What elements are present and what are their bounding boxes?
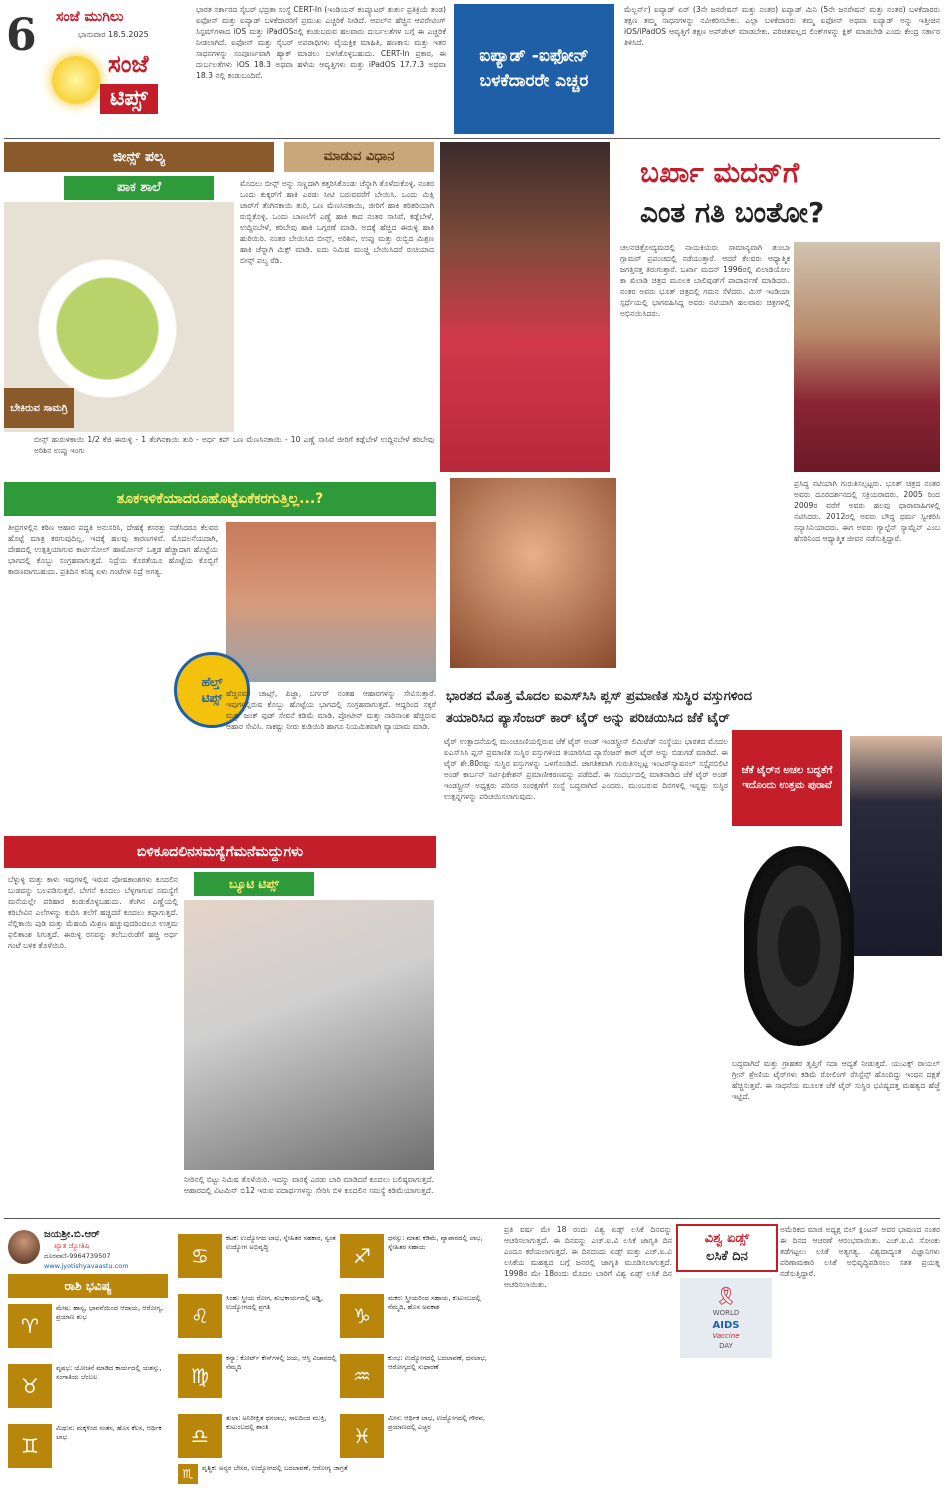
zodiac-mesha: [8, 1304, 168, 1348]
gemini-icon: ♊: [8, 1424, 52, 1468]
cancer-icon: ♋: [178, 1234, 222, 1278]
aries-icon: ♈: [8, 1304, 52, 1348]
ipad-article-title: ಐಪ್ಯಾಡ್ -ಐಫೋನ್ ಬಳಕೆದಾರರೇ ಎಚ್ಚರ: [454, 4, 614, 134]
aids-logo-world: WORLD: [712, 1309, 740, 1318]
zodiac-vrishchika: [178, 1464, 500, 1484]
zodiac-text: ಮೀನ: ಆರ್ಥಿಕ ಲಾಭ, ಉದ್ಯೋಗದಲ್ಲಿ ಗೌರವ, ಪ್ರಯಾಣದಲ್ಲಿ ಎಚ್ಚರ: [388, 1414, 485, 1431]
divider: [4, 1218, 940, 1219]
health-section: [4, 482, 436, 832]
capricorn-icon: ♑: [340, 1294, 384, 1338]
recipe-title: ಜೀನ್ಸ್ ಪಲ್ಯ: [4, 142, 274, 172]
masthead: [0, 0, 192, 130]
aids-section: [504, 1224, 942, 1488]
lightbulb-icon: [52, 56, 100, 104]
pisces-icon: ♓: [340, 1414, 384, 1458]
section-title-line2: ಟಿಪ್ಸ್: [100, 84, 158, 114]
ipad-article: [196, 4, 942, 136]
aids-logo-day: DAY: [719, 1341, 733, 1350]
astrology-heading: ರಾಶಿ ಭವಿಷ್ಯ: [8, 1274, 168, 1298]
executive-photo: [850, 736, 942, 956]
zodiac-text: ಮಿಥುನ: ಮಕ್ಕಳಿಂದ ಸಂತಸ, ಹೊಸ ಕೆಲಸ, ಆರ್ಥಿಕ ಲಾಭ: [56, 1424, 162, 1441]
health-col1: ತೀವ್ರಗಳಲ್ಲಿನ ಕಠಿಣ ಆಹಾರ ಪದ್ಧತಿ ಅನುಸರಿಸಿ, ದೇಹಕ್ಕೆ ಕಸರತ್ತು ನಡೆಸಿದರೂ ಕೆಲವರ ಹೊಟ್ಟೆ ಮಾತ್ರ ಕರಗುವುದಿಲ್ಲ. ಇದಕ್ಕೆ ಹಲವು ಕಾರಣಗಳಿವೆ. ಮೊದಲನೆಯದಾಗಿ, ದೇಹದಲ್ಲಿ ಉತ್ಪತ್ತಿಯಾಗುವ ಕಾರ್ಟಿಸೋಲ್ ಹಾರ್ಮೋನ್ ಒತ್ತಡ ಹೆಚ್ಚಾದಾಗ ಹೊಟ್ಟೆಯ ಭಾಗದಲ್ಲಿ ಕೊಬ್ಬು ಸಂಗ್ರಹವಾಗುತ್ತದೆ. ನಿದ್ರೆಯ ಕೊರತೆಯೂ ಹೊಟ್ಟೆಯ ಕೊಬ್ಬಿಗೆ ಕಾರಣವಾಗಬಹುದು. ಪ್ರತಿದಿನ ಕನಿಷ್ಠ ಏಳು ಗಂಟೆಗಳ ನಿದ್ರೆ ಅಗತ್ಯ.: [8, 523, 218, 576]
zodiac-text: ತುಲಾ: ಅನಿರೀಕ್ಷಿತ ಧನಲಾಭ, ಸಾಲದಿಂದ ಮುಕ್ತಿ, ಕುಟುಂಬದಲ್ಲಿ ಶಾಂತಿ: [226, 1414, 327, 1431]
aids-title-line2: ಲಸಿಕೆ ದಿನ: [706, 1249, 748, 1264]
beauty-title: ಬಿಳಿಕೂದಲಿನಸಮಸ್ಯೆಗೆಮನೆಮದ್ದುಗಳು: [4, 836, 436, 868]
zodiac-text: ಮಕರ: ಸ್ತ್ರೀಯರಿಂದ ಸಹಾಯ, ಕುಟುಂಬದಲ್ಲಿ ನೆಮ್ಮದಿ, ಹೊಸ ಅವಕಾಶ: [388, 1294, 481, 1311]
beauty-section: [4, 836, 436, 1214]
ribbon-icon: 🎗: [714, 1285, 738, 1307]
aids-col1: ಪ್ರತಿ ವರ್ಷ ಮೇ 18 ರಂದು ವಿಶ್ವ ಏಡ್ಸ್ ಲಸಿಕೆ ದಿನವನ್ನು ಆಚರಿಸಲಾಗುತ್ತದೆ. ಈ ದಿನವನ್ನು ಎಚ್.ಐ.ವಿ ಲಸಿಕೆ ಜಾಗೃತಿ ದಿನ ಎಂದೂ ಕರೆಯಲಾಗುತ್ತದೆ. ಈ ದಿನದಂದು ಏಡ್ಸ್ ಮತ್ತು ಎಚ್.ಐ.ವಿ ಲಸಿಕೆಯ ಮಹತ್ವದ ಬಗ್ಗೆ ಜನರಲ್ಲಿ ಜಾಗೃತಿ ಮೂಡಿಸಲಾಗುತ್ತದೆ. 1998ರ ಮೇ 18ರಂದು ಮೊದಲ ಬಾರಿಗೆ ವಿಶ್ವ ಏಡ್ಸ್ ಲಸಿಕೆ ದಿನ ಆಚರಿಸಲಾಯಿತು.: [504, 1225, 672, 1289]
zodiac-tula: [178, 1414, 338, 1458]
beauty-col2: ನೀರಿನಲ್ಲಿ ಬಿಟ್ಟು ನಿಮಿಷ ತೊಳೆಯಿರಿ. ಇದನ್ನು ವಾರಕ್ಕೆ ಎರಡು ಬಾರಿ ಮಾಡಿದರೆ ಕೂದಲು ಬಲಿಷ್ಠವಾಗುತ್ತದೆ. ಆಹಾರದಲ್ಲಿ ವಿಟಮಿನ್ ಬಿ12 ಇರುವ ಪದಾರ್ಥಗಳನ್ನು ಸೇರಿಸಿ ಬಿಳಿ ಕೂದಲಿನ ಸಮಸ್ಯೆ ಕಡಿಮೆಯಾಗುತ್ತದೆ.: [184, 1175, 434, 1195]
zodiac-kanya: [178, 1354, 338, 1398]
tyre-col1: ಟೈರ್ ಉತ್ಪಾದನೆಯಲ್ಲಿ ಮುಂಚೂಣಿಯಲ್ಲಿರುವ ಜೆಕೆ ಟೈರ್ ಅಂಡ್ ಇಂಡಸ್ಟ್ರೀಸ್ ಲಿಮಿಟೆಡ್ ಸಂಸ್ಥೆಯು ಭಾರತದ ಮೊದಲ ಐಎಸ್‌ಸಿಸಿ ಪ್ಲಸ್ ಪ್ರಮಾಣಿತ ಸುಸ್ಥಿರ ವಸ್ತುಗಳಿಂದ ತಯಾರಿಸಿದ ಪ್ಯಾಸೆಂಜರ್ ಕಾರ್ ಟೈರ್ ಅನ್ನು ಬಿಡುಗಡೆ ಮಾಡಿದೆ. ಈ ಟೈರ್ ಶೇ.80ರಷ್ಟು ಸುಸ್ಥಿರ ವಸ್ತುಗಳನ್ನು ಒಳಗೊಂಡಿದೆ. ಜಾಗತಿಕವಾಗಿ ಗುರುತಿಸಲ್ಪಟ್ಟ ಇಂಟರ್‌ನ್ಯಾಷನಲ್ ಸಸ್ಟೈನಬಿಲಿಟಿ ಅಂಡ್ ಕಾರ್ಬನ್ ಸರ್ಟಿಫಿಕೇಶನ್ ಪ್ರಮಾಣೀಕರಣವನ್ನು ಪಡೆದಿದೆ. ಈ ಸಂದರ್ಭದಲ್ಲಿ ಮಾತನಾಡಿದ ಜೆಕೆ ಟೈರ್ ಅಂಡ್ ಇಂಡಸ್ಟ್ರೀಸ್ ಅಧ್ಯಕ್ಷರು ಪರಿಸರ ಸಂರಕ್ಷಣೆಗೆ ಸಂಸ್ಥೆ ಬದ್ಧವಾಗಿದೆ ಎಂದರು. ಮುಂಬರುವ ದಿನಗಳಲ್ಲಿ ಇನ್ನಷ್ಟು ಸುಸ್ಥಿರ ಉತ್ಪನ್ನಗಳನ್ನು ಪರಿಚಯಿಸಲಾಗುವುದು.: [444, 737, 728, 801]
leo-icon: ♌: [178, 1294, 222, 1338]
aids-title-box: [676, 1224, 778, 1272]
section-title-line1: ಸಂಜೆ: [108, 50, 149, 78]
barkha-title-line1: ಬರ್ಖಾ ಮದನ್‌ಗೆ: [640, 156, 800, 189]
aids-col2: ಅಮೆರಿಕದ ಮಾಜಿ ಅಧ್ಯಕ್ಷ ಬಿಲ್ ಕ್ಲಿಂಟನ್ ಅವರ ಭಾಷಣದ ನಂತರ ಈ ದಿನದ ಆಚರಣೆ ಆರಂಭವಾಯಿತು. ಎಚ್.ಐ.ವಿ ಸೋಂಕು ತಡೆಗಟ್ಟಲು ಲಸಿಕೆ ಅತ್ಯಗತ್ಯ. ವಿಶ್ವದಾದ್ಯಂತ ವಿಜ್ಞಾನಿಗಳು ಪರಿಣಾಮಕಾರಿ ಲಸಿಕೆ ಅಭಿವೃದ್ಧಿಪಡಿಸಲು ಸತತ ಪ್ರಯತ್ನ ನಡೆಸುತ್ತಿದ್ದಾರೆ.: [780, 1225, 940, 1278]
beauty-col1: ಬೆಳ್ಳುಳ್ಳಿ ಮತ್ತು ಕಾಳು ಇವುಗಳಲ್ಲಿ ಇರುವ ಪೋಷಕಾಂಶಗಳು ಕೂದಲಿನ ಬುಡವನ್ನು ಬಲಪಡಿಸುತ್ತವೆ. ಬೇಗನೆ ಕೂದಲು ಬೆಳ್ಳಗಾಗುವ ಸಮಸ್ಯೆಗೆ ಮನೆಯಲ್ಲೇ ಪರಿಹಾರ ಕಂಡುಕೊಳ್ಳಬಹುದು. ತೆಂಗಿನ ಎಣ್ಣೆಯಲ್ಲಿ ಕರಿಬೇವಿನ ಎಲೆಗಳನ್ನು ಕುದಿಸಿ ತಲೆಗೆ ಹಚ್ಚಿದರೆ ಕೂದಲು ಕಪ್ಪಾಗುತ್ತದೆ. ನೆಲ್ಲಿಕಾಯಿ ಪುಡಿ ಮತ್ತು ಮೆಹಂದಿ ಮಿಶ್ರಣ ಹಚ್ಚುವುದರಿಂದಲೂ ಉತ್ತಮ ಫಲಿತಾಂಶ ಸಿಗುತ್ತದೆ. ಈರುಳ್ಳಿ ರಸವನ್ನು ತಲೆಬುರುಡೆಗೆ ಹಚ್ಚಿ ಅರ್ಧ ಗಂಟೆ ಬಳಿಕ ತೊಳೆಯಿರಿ.: [8, 875, 178, 950]
tyre-quote: ಜೆಕೆ ಟೈರ್‌ನ ಅಚಲ ಬದ್ಧತೆಗೆ ಇದೊಂದು ಉತ್ತಮ ಪುರಾವೆ: [732, 730, 842, 826]
brand-name: ಸಂಜೆ ಮುಗಿಲು: [56, 9, 124, 25]
health-badge-line2: ಟಿಪ್ಸ್: [201, 691, 223, 705]
monk-photo: [794, 242, 940, 472]
zodiac-makara: [340, 1294, 500, 1338]
kitchen-heading: ಪಾಕ ಶಾಲೆ: [64, 176, 214, 200]
method-heading: ಮಾಡುವ ವಿಧಾನ: [284, 142, 434, 172]
zodiac-text: ವೃಷಭ: ಯೋಚನೆ ಮಾಡಿದ ಕಾರ್ಯದಲ್ಲಿ ಯಶಸ್ಸು, ಸಂಗಾತಿಯ ಬೆಂಬಲ: [56, 1364, 162, 1381]
zodiac-text: ಸಿಂಹ: ಸ್ತ್ರೀಯ ರೋಗ, ಶುಭಕಾರ್ಯದಲ್ಲಿ ಅಡ್ಡಿ, ಉದ್ಯೋಗದಲ್ಲಿ ಪ್ರಗತಿ: [226, 1294, 323, 1311]
woman-worried-photo: [226, 522, 436, 682]
barkha-title-line2: ಎಂತ ಗತಿ ಬಂತೋ?: [640, 196, 825, 229]
health-col2: ಹೆಚ್ಚಿನವರ ಚಾಟ್ಸ್, ಪಿಜ್ಜಾ, ಬರ್ಗರ್ ನಂತಹ ಆಹಾರಗಳನ್ನು ಸೇವಿಸುತ್ತಾರೆ. ಇವುಗಳಲ್ಲಿರುವ ಕೊಬ್ಬು ಹೊಟ್ಟೆಯ ಭಾಗದಲ್ಲಿ ಸಂಗ್ರಹವಾಗುತ್ತದೆ. ಆದ್ದರಿಂದ ಸಕ್ಕರೆ ಮತ್ತು ಜಂಕ್ ಫುಡ್ ಸೇವನೆ ಕಡಿಮೆ ಮಾಡಿ. ಪ್ರೋಟೀನ್ ಮತ್ತು ನಾರಿನಾಂಶ ಹೆಚ್ಚಿರುವ ಆಹಾರ ಸೇವಿಸಿ. ಸಾಕಷ್ಟು ನೀರು ಕುಡಿಯಿರಿ ಹಾಗೂ ನಿಯಮಿತವಾಗಿ ವ್ಯಾಯಾಮ ಮಾಡಿ.: [226, 689, 436, 731]
zodiac-vrishabha: [8, 1364, 168, 1408]
zodiac-dhanassu: [340, 1234, 500, 1278]
zodiac-text: ಕನ್ಯಾ: ಕೋರ್ಟ್ ಕೇಸ್‌ಗಳಲ್ಲಿ ಜಯ, ಆಸ್ತಿ ವಿಚಾರದಲ್ಲಿ ನೆಮ್ಮದಿ: [226, 1354, 337, 1371]
ipad-article-col1: ಭಾರತ ಸರ್ಕಾರದ ಸೈಬರ್ ಭದ್ರತಾ ಸಂಸ್ಥೆ CERT-In (ಇಂಡಿಯನ್ ಕಂಪ್ಯೂಟರ್ ತುರ್ತು ಪ್ರತಿಕ್ರಿಯೆ ತಂಡ) ಐಫೋನ್ ಮತ್ತು ಐಪ್ಯಾಡ್ ಬಳಕೆದಾರರಿಗೆ ಪ್ರಮುಖ ಎಚ್ಚರಿಕೆ ನೀಡಿದೆ. ಆಪಲ್‌ನ ಹೆಚ್ಚಿನ ಆಪರೇಟಿಂಗ್ ಸಿಸ್ಟಮ್‌ಗಳಾದ iOS ಮತ್ತು iPadOSನಲ್ಲಿ ಕಂಡುಬರುವ ಹಲವಾರು ದುರ್ಬಲತೆಗಳ ಬಗ್ಗೆ ಈ ಎಚ್ಚರಿಕೆ ನೀಡಲಾಗಿದೆ. ಐಫೋನ್ ಮತ್ತು ಸೈಬರ್ ಅಪರಾಧಿಗಳು ವೈಯಕ್ತಿಕ ಮಾಹಿತಿ, ಹಣಕಾಸು ಮತ್ತು ಇತರ ಸಾಧನಗಳನ್ನು ಸಂಪೂರ್ಣವಾಗಿ ಹ್ಯಾಕ್ ಮಾಡಲು ಬಳಸಿಕೊಳ್ಳಬಹುದು. CERT-In ಪ್ರಕಾರ, ಈ ದುರ್ಬಲತೆಗಳು iOS 18.3 ಅಥವಾ ಹಳೆಯ ಆವೃತ್ತಿಗಳು ಮತ್ತು iPadOS 17.7.3 ಅಥವಾ 18.3 ನಲ್ಲಿ ಕಂಡುಬಂದಿವೆ.: [196, 5, 446, 80]
astrologer-website: www.jyotishyavaastu.com: [44, 1262, 129, 1270]
zodiac-text: ಧನಸ್ಸು: ಮಾತು ಕಡಿಮೆ, ವ್ಯಾಪಾರದಲ್ಲಿ ಲಾಭ, ಸ್ನೇಹಿತರ ಸಹಾಯ: [388, 1234, 483, 1251]
beauty-tips-badge: ಬ್ಯೂಟಿ ಟಿಪ್ಸ್: [194, 872, 314, 896]
astrology-section: [4, 1224, 500, 1488]
tyre-product-image: [744, 846, 854, 1046]
sagittarius-icon: ♐: [340, 1234, 384, 1278]
tyre-section: [440, 686, 942, 1210]
zodiac-text: ವೃಶ್ಚಿಕ: ಅನ್ಯರ ಬೇಸರ, ಉದ್ಯೋಗದಲ್ಲಿ ಬದಲಾವಣೆ, ಆರೋಗ್ಯ ಜಾಗ್ರತೆ: [202, 1464, 348, 1472]
ipad-article-col2: ಮೆಲ್ಬರ್ನ್) ಐಪ್ಯಾಡ್ ಏರ್ (3ನೇ ಜನರೇಷನ್ ಮತ್ತು ನಂತರ) ಐಪ್ಯಾಡ್ ಮಿನಿ (5ನೇ ಜನರೇಷನ್ ಮತ್ತು ನಂತರ) ಬಳಕೆದಾರರು ತಕ್ಷಣ ತಮ್ಮ ಸಾಧನಗಳನ್ನು ನವೀಕರಿಸಬೇಕು. ಎಲ್ಲಾ ಬಳಕೆದಾರರು ತಮ್ಮ ಐಫೋನ್ ಅಥವಾ ಐಪ್ಯಾಡ್ ಅನ್ನು ಇತ್ತೀಚಿನ iOS/iPadOS ಆವೃತ್ತಿಗೆ ತಕ್ಷಣ ಅಪ್‌ಡೇಟ್ ಮಾಡಬೇಕು. ಪರಿಚಿತವಲ್ಲದ ಲಿಂಕ್‌ಗಳನ್ನು ಕ್ಲಿಕ್ ಮಾಡಬೇಡಿ ಎಂದು ಕೇಂದ್ರ ಸರ್ಕಾರ ತಿಳಿಸಿದೆ.: [624, 5, 940, 47]
zodiac-mithuna: [8, 1424, 168, 1468]
page-number: 6: [6, 10, 37, 61]
zodiac-kumbha: [340, 1354, 500, 1398]
zodiac-text: ಕುಂಭ: ಉದ್ಯೋಗದಲ್ಲಿ ಬದಲಾವಣೆ, ಧನಲಾಭ, ಆರೋಗ್ಯದಲ್ಲಿ ಸುಧಾರಣೆ: [388, 1354, 488, 1371]
recipe-section: [4, 142, 436, 480]
zodiac-simha: [178, 1294, 338, 1338]
astrologer-avatar: [8, 1230, 40, 1264]
zodiac-kataka: [178, 1234, 338, 1278]
scorpio-icon: ♏: [178, 1464, 198, 1484]
zodiac-meena: [340, 1414, 500, 1458]
recipe-method: ಮೊದಲು ಬೀನ್ಸ್ ಅನ್ನು ಸಣ್ಣದಾಗಿ ಕತ್ತರಿಸಿಕೊಂಡು ಚೆನ್ನಾಗಿ ತೊಳೆದುಕೊಳ್ಳಿ. ನಂತರ ಒಂದು ಕುಕ್ಕರ್‌ಗೆ ಹಾಕಿ ಎರಡು ಸೀಟಿ ಬರುವವರೆಗೆ ಬೇಯಿಸಿ. ಒಂದು ಮಿಕ್ಸಿ ಜಾರ್‌ಗೆ ತೆಂಗಿನಕಾಯಿ ತುರಿ, ಒಣ ಮೆಣಸಿನಕಾಯಿ, ಜೀರಿಗೆ ಹಾಕಿ ತರಿತರಿಯಾಗಿ ರುಬ್ಬಿಕೊಳ್ಳಿ. ಒಂದು ಬಾಣಲೆಗೆ ಎಣ್ಣೆ ಹಾಕಿ ಕಾದ ನಂತರ ಸಾಸಿವೆ, ಕಡ್ಲೆಬೇಳೆ, ಉದ್ದಿನಬೇಳೆ, ಕರಿಬೇವು ಹಾಕಿ ಒಗ್ಗರಣೆ ಮಾಡಿ. ಅದಕ್ಕೆ ಹೆಚ್ಚಿದ ಈರುಳ್ಳಿ ಹಾಕಿ ಹುರಿಯಿರಿ. ನಂತರ ಬೇಯಿಸಿದ ಬೀನ್ಸ್, ಅರಿಶಿನ, ಉಪ್ಪು ಮತ್ತು ರುಬ್ಬಿದ ಮಿಶ್ರಣ ಹಾಕಿ ಚೆನ್ನಾಗಿ ಮಿಕ್ಸ್ ಮಾಡಿ. ಐದು ನಿಮಿಷ ಮುಚ್ಚಿ ಬೇಯಿಸಿದರೆ ರುಚಿಯಾದ ಬೀನ್ಸ್ ಪಲ್ಯ ರೆಡಿ.: [240, 179, 434, 265]
aquarius-icon: ♒: [340, 1354, 384, 1398]
virgo-icon: ♍: [178, 1354, 222, 1398]
health-badge-line1: ಹೆಲ್ತ್: [201, 674, 223, 689]
aids-logo-vaccine: Vaccine: [712, 1332, 740, 1341]
astrologer-name: ಜಯಶ್ರೀ.ಬಿ.ಆರ್: [44, 1229, 100, 1240]
barkha-col2: ಪ್ರಸಿದ್ಧ ನಟಿಯಾಗಿ ಗುರುತಿಸಲ್ಪಟ್ಟರು. ಭೂತ್ ಚಿತ್ರದ ನಂತರ ಅವರು ದೂರದರ್ಶನದಲ್ಲಿ ಸಕ್ರಿಯರಾದರು. 2005 ರಿಂದ 2009ರ ವರೆಗೆ ಅವರು ಹಲವು ಧಾರಾವಾಹಿಗಳಲ್ಲಿ ನಟಿಸಿದರು. 2012ರಲ್ಲಿ ಅವರು ಬೌದ್ಧ ಧರ್ಮ ಸ್ವೀಕರಿಸಿ ಸನ್ಯಾಸಿನಿಯಾದರು. ಈಗ ಅವರು ಗ್ಯಾಲ್ಟೆನ್ ಸ್ಯಾಮ್ಟೆನ್ ಎಂಬ ಹೆಸರಿನಿಂದ ಆಧ್ಯಾತ್ಮಿಕ ಜೀವನ ನಡೆಸುತ್ತಿದ್ದಾರೆ.: [794, 479, 940, 543]
libra-icon: ♎: [178, 1414, 222, 1458]
astrologer-phone: ದೂರವಾಣಿ-9964739507: [44, 1252, 111, 1260]
zodiac-text: ಮೇಷ: ಹಾಸ್ಯ, ಭಾವನೆಯಿಂದ ಆದಾಯ, ಆರೋಗ್ಯ, ಪ್ರಯಾಣ ಶುಭ: [56, 1304, 164, 1321]
actress-photo-red-dress: [440, 142, 610, 472]
ingredients-heading: ಬೇಕಿರುವ ಸಾಮಗ್ರಿ: [4, 388, 74, 428]
tyre-headline-line1: ಭಾರತದ ಮೊತ್ತ ಮೊದಲ ಐಎಸ್‌ಸಿಸಿ ಪ್ಲಸ್ ಪ್ರಮಾಣಿತ ಸುಸ್ಥಿರ ವಸ್ತುಗಳಿಂದ: [446, 689, 752, 704]
recipe-ingredients: ಬೀನ್ಸ್ ಹುರುಳಿಕಾಯಿ 1/2 ಕೆಜಿ ಈರುಳ್ಳಿ - 1 ತೆಂಗಿನಕಾಯಿ ತುರಿ - ಅರ್ಧ ಕಪ್ ಒಣ ಮೆಣಸಿನಕಾಯಿ - 10 ಎಣ್ಣೆ ಸಾಸಿವೆ ಜೀರಿಗೆ ಕಡ್ಲೆಬೇಳೆ ಉದ್ದಿನಬೇಳೆ ಕರಿಬೇವು ಅರಿಶಿನ ಉಪ್ಪು ಇಂಗು: [34, 435, 434, 455]
astrologer-title: ಖ್ಯಾತ ಜ್ಯೋತಿಷಿ: [54, 1242, 90, 1250]
health-title: ತೂಕಇಳಿಕೆಯಾದರೂಹೊಟ್ಟೆಏಕೆಕರಗುತ್ತಿಲ್ಲ...?: [4, 482, 436, 516]
aids-logo-image: [680, 1278, 772, 1358]
zodiac-text: ಕಟಕ: ಉದ್ಯೋಗದ ಲಾಭ, ಸ್ನೇಹಿತರ ಸಹಕಾರ, ಸ್ವಂತ ಉದ್ಯೋಗ ಅಭಿವೃದ್ಧಿ: [226, 1234, 336, 1251]
aids-logo-aids: AIDS: [712, 1319, 740, 1331]
barkha-col1: ಚಲನಚಿತ್ರೋದ್ಯಮದಲ್ಲಿ ನಾಯಕಿಯರು ಸಾಮಾನ್ಯವಾಗಿ ತುಂಬಾ ಗ್ಲಾಮರ್ ಪ್ರಪಂಚದಲ್ಲಿ ನಡೆಯುತ್ತಾರೆ. ಆದರೆ ಕೆಲವರು ಆಧ್ಯಾತ್ಮಿಕ ಜಗತ್ತಿನತ್ತ ತಿರುಗುತ್ತಾರೆ. ಬರ್ಖಾ ಮದನ್ 1996ರಲ್ಲಿ ಖಿಲಾಡಿಯೋಂ ಕಾ ಖಿಲಾಡಿ ಚಿತ್ರದ ಮೂಲಕ ಬಾಲಿವುಡ್‌ಗೆ ಪಾದಾರ್ಪಣೆ ಮಾಡಿದರು. ನಂತರ ಅವರು ಭೂತ್ ಚಿತ್ರದಲ್ಲಿ ಗಮನ ಸೆಳೆದರು. ಮಿಸ್ ಇಂಡಿಯಾ ಸ್ಪರ್ಧೆಯಲ್ಲಿ ಭಾಗವಹಿಸಿದ್ದ ಅವರು ನಟಿಯಾಗಿ ಹಲವಾರು ಚಿತ್ರಗಳಲ್ಲಿ ಅಭಿನಯಿಸಿದರು.: [620, 243, 790, 318]
taurus-icon: ♉: [8, 1364, 52, 1408]
actress-photo-portrait: [450, 478, 616, 668]
issue-date: ಭಾನುವಾರ 18.5.2025: [78, 30, 149, 39]
tyre-headline-line2: ತಯಾರಿಸಿದ ಪ್ಯಾಸೆಂಜರ್ ಕಾರ್ ಟೈರ್ ಅನ್ನು ಪರಿಚಯಿಸಿದ ಜೆಕೆ ಟೈರ್: [446, 711, 730, 726]
barkha-section: [440, 142, 942, 682]
aids-title-line1: ವಿಶ್ವ ಏಡ್ಸ್: [704, 1231, 750, 1247]
divider: [4, 138, 940, 139]
grey-hair-photo: [184, 900, 434, 1170]
tyre-col2: ಬದ್ಧವಾಗಿದೆ ಮತ್ತು ಗ್ರಾಹಕರ ತೃಪ್ತಿಗೆ ಸದಾ ಆದ್ಯತೆ ನೀಡುತ್ತದೆ. ಯುಎಕ್ಸ್ ರಾಯಲ್ ಗ್ರೀನ್ ಶ್ರೇಣಿಯ ಟೈರ್‌ಗಳು ಕಡಿಮೆ ರೋಲಿಂಗ್ ರೆಸಿಸ್ಟೆನ್ಸ್ ಹೊಂದಿದ್ದು ಇಂಧನ ದಕ್ಷತೆ ಹೆಚ್ಚಿಸುತ್ತವೆ. ಈ ಸಾಧನೆಯ ಮೂಲಕ ಜೆಕೆ ಟೈರ್ ಸುಸ್ಥಿರ ಭವಿಷ್ಯದತ್ತ ಮಹತ್ವದ ಹೆಜ್ಜೆ ಇಟ್ಟಿದೆ.: [732, 1059, 940, 1101]
